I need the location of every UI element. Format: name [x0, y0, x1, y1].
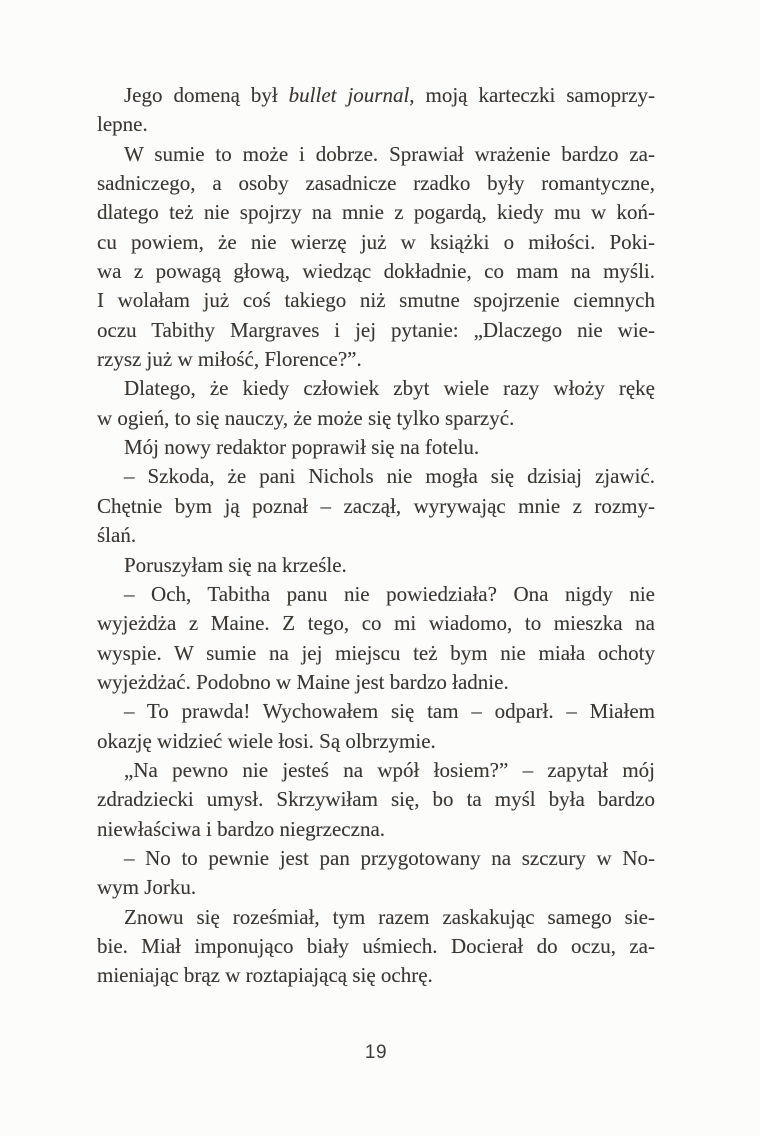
text-line: Chętnie bym ją poznał – zaczął, wyrywając mnie z rozmy- — [97, 493, 655, 518]
text-line: I wolałam już coś takiego niż smutne spojrzenie ciemnych — [97, 288, 655, 313]
text-line: oczu Tabithy Margraves i jej pytanie: „Dlaczego nie wie- — [97, 317, 655, 342]
text-line: cu powiem, że nie wierzę już w książki o miłości. Poki- — [97, 229, 655, 254]
text-line: wym Jorku. — [97, 875, 197, 900]
text-line: wyjeżdża z Maine. Z tego, co mi wiadomo, to mieszka na — [97, 611, 655, 636]
text-line: wyjeżdżać. Podobno w Maine jest bardzo ładnie. — [97, 669, 509, 694]
text-line: Jego domeną był bullet journal, moją karteczki samoprzy- — [124, 83, 655, 107]
text-line: zdradziecki umysł. Skrzywiłam się, bo ta myśl była bardzo — [97, 787, 655, 812]
text-line: w ogień, to się nauczy, że może się tylko sparzyć. — [97, 405, 515, 430]
text-line: dlatego też nie spojrzy na mnie z pogardą, kiedy mu w koń- — [97, 200, 655, 225]
text-line: ślań. — [97, 523, 137, 548]
text-line: okazję widzieć wiele łosi. Są olbrzymie. — [97, 728, 436, 753]
text-line: Poruszyłam się na krześle. — [124, 552, 347, 577]
text-line: – No to pewnie jest pan przygotowany na szczury w No- — [124, 845, 655, 870]
text-line: – To prawda! Wychowałem się tam – odparł. – Miałem — [124, 699, 655, 724]
text-line: wa z powagą głową, wiedząc dokładnie, co mam na myśli. — [97, 259, 655, 284]
text-line: lepne. — [97, 112, 148, 137]
text-line: wyspie. W sumie na jej miejscu też bym nie miała ochoty — [97, 640, 655, 665]
text-line: – Och, Tabitha panu nie powiedziała? Ona nigdy nie — [124, 581, 655, 606]
text-line: Dlatego, że kiedy człowiek zbyt wiele razy włoży rękę — [124, 376, 655, 401]
text-line: bie. Miał imponująco biały uśmiech. Docierał do oczu, za- — [97, 933, 655, 958]
text-line: „Na pewno nie jesteś na wpół łosiem?” – zapytał mój — [124, 757, 655, 782]
text-line: – Szkoda, że pani Nichols nie mogła się dzisiaj zjawić. — [124, 464, 655, 489]
text-line: sadniczego, a osoby zasadnicze rzadko były romantyczne, — [97, 171, 655, 196]
text-line: niewłaściwa i bardzo niegrzeczna. — [97, 816, 386, 841]
text-line: Znowu się roześmiał, tym razem zaskakując samego sie- — [124, 904, 655, 929]
italic-text: bullet journal — [288, 83, 410, 107]
text-line: W sumie to może i dobrze. Sprawiał wrażenie bardzo za- — [124, 141, 655, 166]
text-line: mieniając brąz w roztapiającą się ochrę. — [97, 963, 433, 988]
page-number: 19 — [364, 1042, 388, 1063]
text-line: rzysz już w miłość, Florence?”. — [97, 347, 362, 372]
text-line: Mój nowy redaktor poprawił się na fotelu. — [124, 435, 480, 460]
page-text — [97, 81, 655, 991]
